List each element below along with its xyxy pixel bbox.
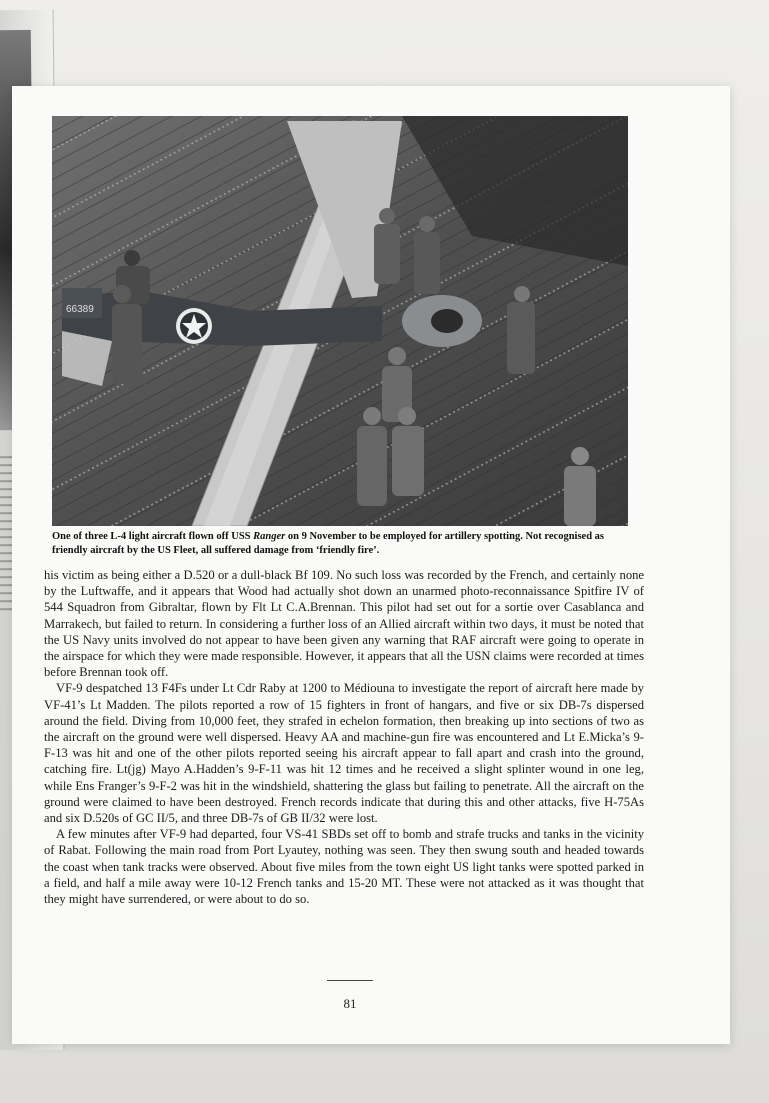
page-number-rule <box>327 980 373 981</box>
paragraph-3: A few minutes after VF-9 had departed, four VS-41 SBDs set off to bomb and strafe trucks and tanks in the vicinity of Rabat. Following the main road from Port Lyautey, nothing was seen. They then swung south and headed towards the coast when tank tracks were observed. About five miles from the town eight US light tanks were spotted parked in a field, and half a mile away were 10-12 French tanks and 15-20 MT. These were not attacked as it was thought that they might have surrendered, or were about to do so. <box>44 827 644 907</box>
paragraph-1: his victim as being either a D.520 or a dull-black Bf 109. No such loss was recorded by the French, and certainly none by the Luftwaffe, and it appears that Wood had actually shot down an unarmed photo-reconnaissance Spitfire IV of 544 Squadron from Gibraltar, flown by Flt Lt C.A.Brennan. This pilot had set out for a sortie over Casablanca and Marrakech, but failed to return. In considering a further loss of an Allied aircraft within two days, it must be noted that the US Navy units involved do not appear to have been given any warning that RAF aircraft were going to operate in the airspace for which they were made responsible. However, it appears that all the USN claims were recorded at times before Brennan took off. <box>44 568 644 680</box>
page-number: 81 <box>343 996 357 1011</box>
carrier-deck-photo <box>52 116 628 526</box>
tail-number: 66389 <box>66 304 94 315</box>
photo-caption <box>52 530 622 558</box>
caption-text-start: One of three L-4 light aircraft flown off USS <box>52 531 254 542</box>
body-text <box>44 567 644 907</box>
caption-text-end: on 9 November to be employed for artillery spotting. Not recognised as friendly aircraft by the US Fleet, all suffered damage from ‘friendly fire’. <box>52 531 604 556</box>
paragraph-2: VF-9 despatched 13 F4Fs under Lt Cdr Raby at 1200 to Médiouna to investigate the report of aircraft here made by VF-41’s Lt Madden. The pilots reported a row of 15 fighters in front of hangars, and five or six DB-7s dispersed around the field. Diving from 10,000 feet, they strafed in echelon formation, then breaking up into sections of two as the aircraft on the ground were well dispersed. Heavy AA and machine-gun fire was encountered and Lt E.Micka’s 9-F-13 was hit and one of the other pilots reported seeing his aircraft appear to fall apart and crash into the ground, catching fire. Lt(jg) Mayo A.Hadden’s 9-F-11 was hit 12 times and he received a slight splinter wound in one leg, while Ens Franger’s 9-F-2 was hit in the windshield, shattering the glass but failing to penetrate. All the aircraft on the ground were claimed to have been destroyed. French records indicate that during this and other attacks, five H-75As and six D.520s of GC II/5, and three DB-7s of GB II/32 were lost. <box>44 681 644 826</box>
caption-ship-name: Ranger <box>253 531 286 542</box>
